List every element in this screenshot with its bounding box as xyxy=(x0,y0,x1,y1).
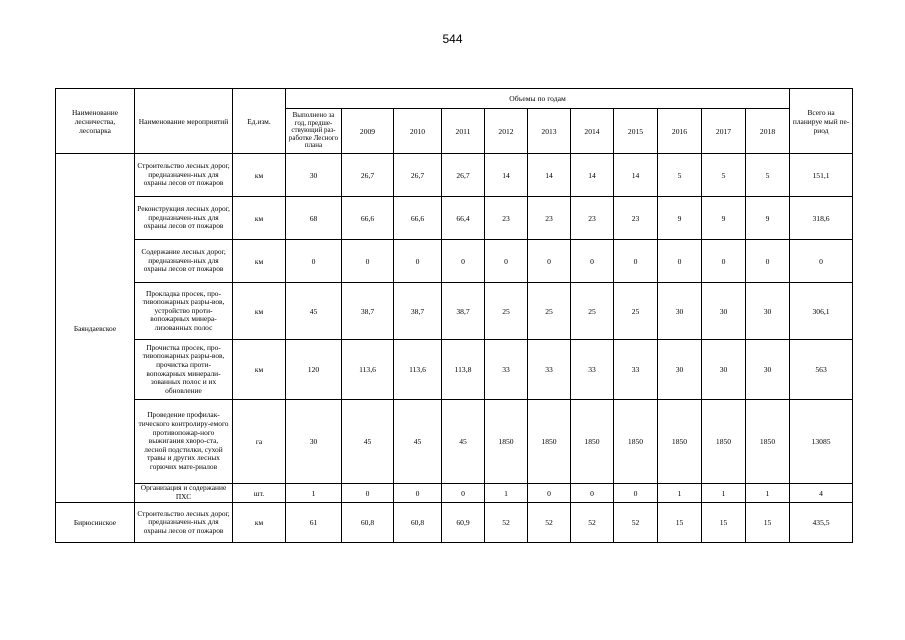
year-value-cell: 26,7 xyxy=(342,154,394,197)
year-value-cell: 0 xyxy=(342,484,394,503)
year-value-cell: 113,6 xyxy=(342,340,394,400)
total-cell: 13085 xyxy=(790,400,853,484)
year-value-cell: 1850 xyxy=(746,400,790,484)
unit-cell: км xyxy=(233,240,286,283)
header-year: 2011 xyxy=(442,109,485,154)
year-value-cell: 113,8 xyxy=(442,340,485,400)
total-cell: 318,6 xyxy=(790,197,853,240)
header-year: 2018 xyxy=(746,109,790,154)
year-value-cell: 0 xyxy=(614,240,658,283)
year-value-cell: 15 xyxy=(702,503,746,543)
year-value-cell: 0 xyxy=(394,240,442,283)
done-before-cell: 45 xyxy=(286,283,342,340)
year-value-cell: 25 xyxy=(571,283,614,340)
year-value-cell: 45 xyxy=(342,400,394,484)
year-value-cell: 1850 xyxy=(658,400,702,484)
unit-cell: км xyxy=(233,503,286,543)
year-value-cell: 0 xyxy=(658,240,702,283)
year-value-cell: 25 xyxy=(528,283,571,340)
header-year: 2016 xyxy=(658,109,702,154)
year-value-cell: 26,7 xyxy=(442,154,485,197)
year-value-cell: 30 xyxy=(702,340,746,400)
table-row xyxy=(56,197,853,240)
year-value-cell: 5 xyxy=(746,154,790,197)
year-value-cell: 1850 xyxy=(614,400,658,484)
done-before-cell: 120 xyxy=(286,340,342,400)
total-cell: 0 xyxy=(790,240,853,283)
header-year: 2013 xyxy=(528,109,571,154)
table-row xyxy=(56,154,853,197)
header-year: 2015 xyxy=(614,109,658,154)
done-before-cell: 68 xyxy=(286,197,342,240)
table-row xyxy=(56,484,853,503)
table-row xyxy=(56,240,853,283)
header-done-before: Выполнено за год, предше-ствующий раз-работке Лесного плана xyxy=(286,109,342,154)
done-before-cell: 1 xyxy=(286,484,342,503)
table-row xyxy=(56,340,853,400)
year-value-cell: 52 xyxy=(614,503,658,543)
year-value-cell: 26,7 xyxy=(394,154,442,197)
forest-fire-measures-table xyxy=(55,88,853,543)
year-value-cell: 14 xyxy=(571,154,614,197)
activity-cell: Реконструкция лесных дорог, предназначен-ных для охраны лесов от пожаров xyxy=(135,197,233,240)
year-value-cell: 25 xyxy=(485,283,528,340)
year-value-cell: 30 xyxy=(658,340,702,400)
year-value-cell: 0 xyxy=(442,484,485,503)
year-value-cell: 30 xyxy=(702,283,746,340)
year-value-cell: 52 xyxy=(528,503,571,543)
year-value-cell: 23 xyxy=(614,197,658,240)
year-value-cell: 25 xyxy=(614,283,658,340)
forestry-cell: Баяндаевское xyxy=(56,154,135,503)
unit-cell: км xyxy=(233,197,286,240)
year-value-cell: 52 xyxy=(571,503,614,543)
year-value-cell: 66,4 xyxy=(442,197,485,240)
year-value-cell: 1850 xyxy=(528,400,571,484)
year-value-cell: 14 xyxy=(485,154,528,197)
unit-cell: км xyxy=(233,340,286,400)
year-value-cell: 33 xyxy=(485,340,528,400)
year-value-cell: 60,8 xyxy=(342,503,394,543)
year-value-cell: 0 xyxy=(528,240,571,283)
year-value-cell: 33 xyxy=(528,340,571,400)
year-value-cell: 33 xyxy=(614,340,658,400)
header-activity: Наименование мероприятий xyxy=(135,89,233,154)
header-year: 2014 xyxy=(571,109,614,154)
year-value-cell: 15 xyxy=(658,503,702,543)
year-value-cell: 38,7 xyxy=(442,283,485,340)
year-value-cell: 14 xyxy=(528,154,571,197)
year-value-cell: 5 xyxy=(658,154,702,197)
activity-cell: Строительство лесных дорог, предназначен-ных для охраны лесов от пожаров xyxy=(135,503,233,543)
year-value-cell: 9 xyxy=(746,197,790,240)
total-cell: 435,5 xyxy=(790,503,853,543)
header-year: 2009 xyxy=(342,109,394,154)
year-value-cell: 30 xyxy=(658,283,702,340)
year-value-cell: 0 xyxy=(746,240,790,283)
unit-cell: км xyxy=(233,283,286,340)
year-value-cell: 33 xyxy=(571,340,614,400)
year-value-cell: 66,6 xyxy=(394,197,442,240)
year-value-cell: 0 xyxy=(614,484,658,503)
year-value-cell: 9 xyxy=(658,197,702,240)
year-value-cell: 1 xyxy=(702,484,746,503)
header-volumes-by-year: Объемы по годам xyxy=(286,89,790,109)
year-value-cell: 0 xyxy=(571,484,614,503)
year-value-cell: 23 xyxy=(485,197,528,240)
year-value-cell: 38,7 xyxy=(394,283,442,340)
unit-cell: шт. xyxy=(233,484,286,503)
unit-cell: га xyxy=(233,400,286,484)
year-value-cell: 45 xyxy=(442,400,485,484)
activity-cell: Строительство лесных дорог, предназначен-ных для охраны лесов от пожаров xyxy=(135,154,233,197)
year-value-cell: 0 xyxy=(702,240,746,283)
year-value-cell: 113,6 xyxy=(394,340,442,400)
year-value-cell: 1850 xyxy=(485,400,528,484)
year-value-cell: 60,9 xyxy=(442,503,485,543)
activity-cell: Организация и содержание ПХС xyxy=(135,484,233,503)
total-cell: 4 xyxy=(790,484,853,503)
header-total: Всего на планируе мый пе-риод xyxy=(790,89,853,154)
total-cell: 151,1 xyxy=(790,154,853,197)
table-row xyxy=(56,400,853,484)
year-value-cell: 38,7 xyxy=(342,283,394,340)
year-value-cell: 1850 xyxy=(571,400,614,484)
forestry-cell: Бирюсинское xyxy=(56,503,135,543)
year-value-cell: 0 xyxy=(485,240,528,283)
year-value-cell: 0 xyxy=(342,240,394,283)
total-cell: 563 xyxy=(790,340,853,400)
header-forestry: Наименование лесничества, лесопарка xyxy=(56,89,135,154)
year-value-cell: 14 xyxy=(614,154,658,197)
year-value-cell: 66,6 xyxy=(342,197,394,240)
year-value-cell: 0 xyxy=(571,240,614,283)
header-unit: Ед.изм. xyxy=(233,89,286,154)
activity-cell: Содержание лесных дорог, предназначен-ных для охраны лесов от пожаров xyxy=(135,240,233,283)
year-value-cell: 1 xyxy=(658,484,702,503)
activity-cell: Проведение профилак-тического контролиру-емого противопожар-ного выжигания хворо-ста, лесной подстилки, сухой травы и других лесных горючих мате-риалов xyxy=(135,400,233,484)
year-value-cell: 60,8 xyxy=(394,503,442,543)
year-value-cell: 9 xyxy=(702,197,746,240)
year-value-cell: 1 xyxy=(746,484,790,503)
year-value-cell: 0 xyxy=(442,240,485,283)
done-before-cell: 61 xyxy=(286,503,342,543)
year-value-cell: 1850 xyxy=(702,400,746,484)
header-year: 2012 xyxy=(485,109,528,154)
total-cell: 306,1 xyxy=(790,283,853,340)
done-before-cell: 0 xyxy=(286,240,342,283)
activity-cell: Прочистка просек, про-тивопожарных разры-вов, прочистка проти-вопожарных минерали-зованных полос и их обновление xyxy=(135,340,233,400)
year-value-cell: 0 xyxy=(528,484,571,503)
year-value-cell: 1 xyxy=(485,484,528,503)
unit-cell: км xyxy=(233,154,286,197)
page-number: 544 xyxy=(442,32,463,46)
activity-cell: Прокладка просек, про-тивопожарных разры-вов, устройство проти-вопожарных минера-лизованных полос xyxy=(135,283,233,340)
table-body xyxy=(56,154,853,543)
header-year: 2010 xyxy=(394,109,442,154)
table-row xyxy=(56,503,853,543)
done-before-cell: 30 xyxy=(286,154,342,197)
year-value-cell: 23 xyxy=(571,197,614,240)
year-value-cell: 45 xyxy=(394,400,442,484)
year-value-cell: 23 xyxy=(528,197,571,240)
year-value-cell: 15 xyxy=(746,503,790,543)
year-value-cell: 0 xyxy=(394,484,442,503)
header-year: 2017 xyxy=(702,109,746,154)
year-value-cell: 5 xyxy=(702,154,746,197)
done-before-cell: 30 xyxy=(286,400,342,484)
table-row xyxy=(56,283,853,340)
year-value-cell: 30 xyxy=(746,340,790,400)
year-value-cell: 52 xyxy=(485,503,528,543)
year-value-cell: 30 xyxy=(746,283,790,340)
